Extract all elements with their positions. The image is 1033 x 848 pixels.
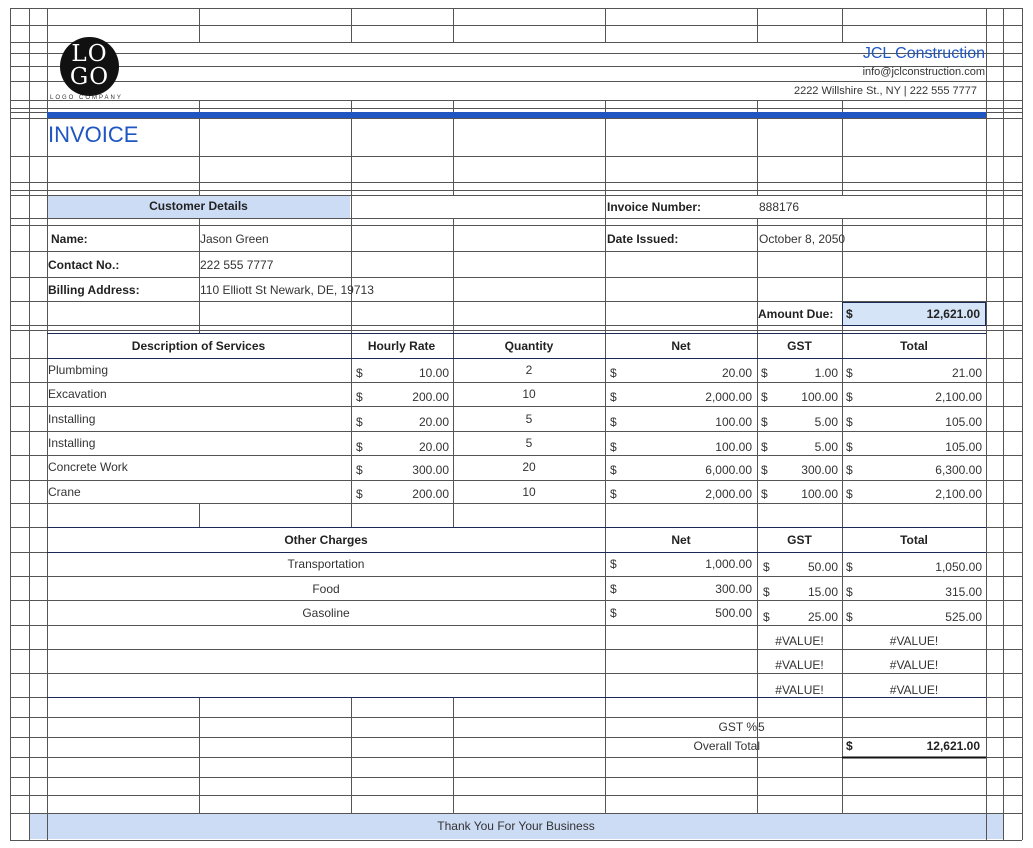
error-gst: #VALUE! [775,658,824,672]
services-header-description: Description of Services [131,339,266,353]
service-description: Concrete Work [48,460,128,474]
gst-percent-value: 5 [758,720,765,734]
service-total: 6,300.00 [935,463,982,477]
other-charges-header: Other Charges [284,533,368,547]
error-total: #VALUE! [889,683,939,697]
service-net: 6,000.00 [705,463,752,477]
service-rate: 300.00 [412,463,449,477]
charge-gst: 15.00 [807,585,838,599]
other-charges-header-total: Total [900,533,928,547]
error-gst: #VALUE! [775,683,824,697]
overall-total-currency: $ [846,739,853,753]
contact-value: 222 555 7777 [200,258,274,272]
company-email: info@jclconstruction.com [862,66,985,78]
services-header-total: Total [900,339,928,353]
service-total: 2,100.00 [935,390,982,404]
logo-line-1: LO [71,41,108,67]
other-charges-header-gst: GST [787,533,812,547]
billing-value: 110 Elliott St Newark, DE, 19713 [200,283,374,297]
gst-percent-label: GST % [718,720,757,734]
service-rate: 10.00 [418,366,449,380]
service-total: 105.00 [945,415,982,429]
service-rate: 200.00 [412,487,449,501]
services-header-qty: Quantity [504,339,554,353]
service-description: Installing [48,436,96,450]
logo-caption: LOGO COMPANY [50,95,123,101]
contact-label: Contact No.: [48,258,120,272]
service-description: Plumbming [48,363,109,377]
amount-due-value: 12,621.00 [926,307,980,321]
service-quantity: 20 [522,460,536,474]
service-net: 2,000.00 [705,487,752,501]
invoice-number-label: Invoice Number: [607,200,702,214]
amount-due-label: Amount Due: [758,307,834,321]
company-logo [60,37,119,96]
service-net: 2,000.00 [705,390,752,404]
service-description: Installing [48,412,96,426]
date-issued: October 8, 2050 [759,232,846,246]
service-quantity: 10 [522,387,536,401]
company-address: 2222 Willshire St., NY | 222 555 7777 [793,85,977,97]
gst-currency: $ [763,560,770,574]
gst-currency: $ [763,610,770,624]
gst-currency: $ [761,366,768,380]
net-currency: $ [610,415,617,429]
rate-currency: $ [356,415,363,429]
net-currency: $ [610,487,617,501]
total-currency: $ [846,366,853,380]
total-currency: $ [846,440,853,454]
customer-name: Jason Green [200,232,269,246]
service-gst: 5.00 [814,415,838,429]
service-quantity: 2 [525,363,533,377]
charge-gst: 25.00 [807,610,838,624]
gst-currency: $ [763,585,770,599]
service-net: 20.00 [721,366,752,380]
service-gst: 100.00 [801,390,838,404]
total-currency: $ [846,390,853,404]
charge-name: Gasoline [302,606,350,620]
error-total: #VALUE! [889,658,939,672]
footer-thank-you: Thank You For Your Business [437,819,595,833]
service-gst: 1.00 [814,366,838,380]
services-header-gst: GST [787,339,812,353]
net-currency: $ [610,463,617,477]
service-total: 105.00 [945,440,982,454]
accent-band [47,112,986,118]
total-currency: $ [846,487,853,501]
services-header-net: Net [671,339,691,353]
gst-currency: $ [761,415,768,429]
charge-total: 315.00 [945,585,982,599]
customer-name-label: Name: [51,232,88,246]
charge-total: 525.00 [945,610,982,624]
gst-currency: $ [761,487,768,501]
charge-net: 500.00 [715,606,752,620]
service-total: 21.00 [951,366,982,380]
company-name: JCL Construction [862,45,985,62]
logo-line-2: GO [69,64,110,90]
service-net: 100.00 [715,415,752,429]
service-rate: 20.00 [418,415,449,429]
gst-currency: $ [761,390,768,404]
total-currency: $ [846,560,853,574]
service-gst: 300.00 [801,463,838,477]
other-charges-header-net: Net [671,533,691,547]
total-currency: $ [846,415,853,429]
total-currency: $ [846,463,853,477]
net-currency: $ [610,606,617,620]
billing-label: Billing Address: [48,283,140,297]
net-currency: $ [610,557,617,571]
rate-currency: $ [356,440,363,454]
charge-net: 300.00 [715,582,752,596]
date-issued-label: Date Issued: [607,232,679,246]
total-currency: $ [846,585,853,599]
service-rate: 200.00 [412,390,449,404]
charge-total: 1,050.00 [935,560,982,574]
overall-total-value: 12,621.00 [926,739,980,753]
net-currency: $ [610,366,617,380]
rate-currency: $ [356,390,363,404]
service-gst: 100.00 [801,487,838,501]
charge-gst: 50.00 [807,560,838,574]
rate-currency: $ [356,487,363,501]
charge-net: 1,000.00 [705,557,752,571]
overall-total-label: Overall Total [693,739,760,753]
service-net: 100.00 [715,440,752,454]
rate-currency: $ [356,366,363,380]
gst-currency: $ [761,463,768,477]
charge-name: Food [312,582,340,596]
invoice-number: 888176 [759,200,800,214]
net-currency: $ [610,582,617,596]
service-rate: 20.00 [418,440,449,454]
rate-currency: $ [356,463,363,477]
customer-details-header: Customer Details [149,199,248,213]
charge-name: Transportation [287,557,365,571]
error-gst: #VALUE! [775,634,824,648]
net-currency: $ [610,440,617,454]
service-quantity: 10 [522,485,536,499]
total-currency: $ [846,610,853,624]
error-total: #VALUE! [889,634,939,648]
gst-currency: $ [761,440,768,454]
service-description: Crane [48,485,81,499]
invoice-title: INVOICE [48,122,139,147]
service-description: Excavation [48,387,107,401]
service-quantity: 5 [525,412,533,426]
amount-due-currency: $ [846,307,853,321]
service-gst: 5.00 [814,440,838,454]
services-header-rate: Hourly Rate [367,339,436,353]
service-total: 2,100.00 [935,487,982,501]
service-quantity: 5 [525,436,533,450]
net-currency: $ [610,390,617,404]
